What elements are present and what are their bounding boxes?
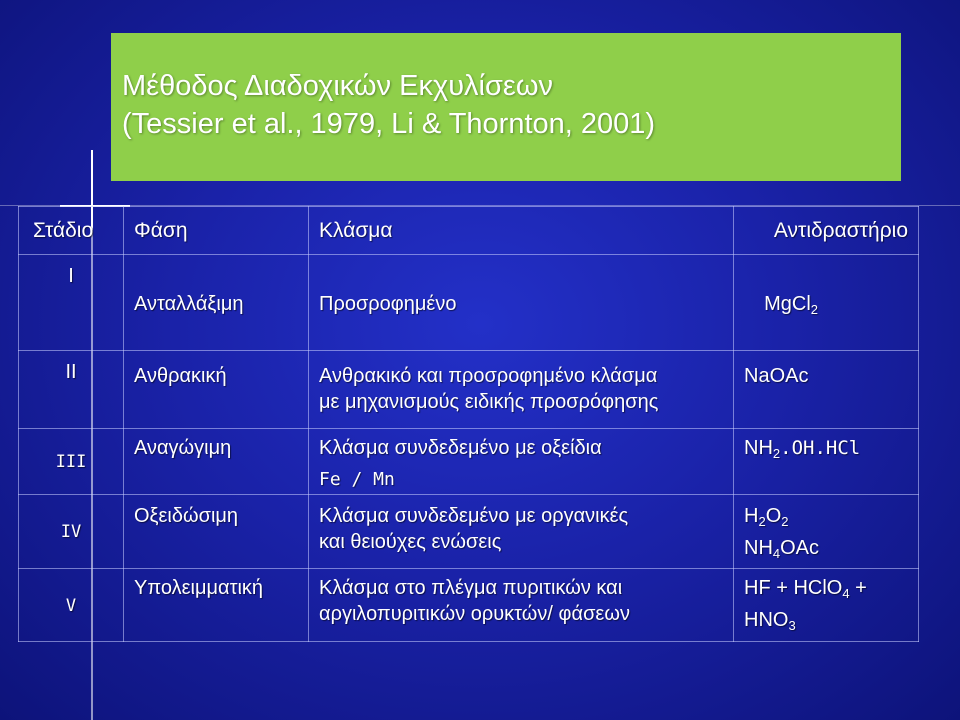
reagent-text: HF + HClO — [744, 577, 843, 599]
header-fraction: Κλάσμα — [309, 207, 734, 255]
stage-label: IV — [60, 522, 82, 542]
table-row — [19, 255, 919, 351]
fraction-line: με μηχανισμούς ειδικής προσρόφησης — [319, 391, 659, 413]
reagent-line — [744, 503, 918, 535]
reagent-text: H — [744, 505, 759, 527]
reagent-text: NaOAc — [744, 365, 809, 387]
reagent-text: .OH.HCl — [780, 437, 861, 459]
reagent-text: MgCl — [764, 293, 811, 315]
extraction-table — [18, 206, 919, 642]
reagent-sub: 2 — [772, 446, 781, 461]
fraction-cell — [309, 429, 734, 495]
phase-cell: Ανταλλάξιμη — [124, 255, 309, 351]
title-box — [111, 33, 901, 181]
reagent-sub: 4 — [842, 586, 850, 601]
table-row — [19, 429, 919, 495]
table-row — [19, 351, 919, 429]
stage-label: III — [55, 452, 87, 472]
table-row — [19, 569, 919, 642]
reagent-sub: 2 — [758, 514, 766, 529]
stage-cell: I — [19, 255, 124, 351]
reagent-text: OAc — [780, 537, 820, 559]
stage-cell — [19, 569, 124, 642]
phase-cell: Υπολειμματική — [124, 569, 309, 642]
reagent-line — [744, 575, 918, 607]
reagent-text: NH — [744, 537, 773, 559]
fraction-cell — [309, 255, 734, 351]
reagent-sub: 4 — [772, 546, 781, 561]
reagent-cell — [734, 429, 919, 495]
phase-cell: Οξειδώσιμη — [124, 495, 309, 569]
fraction-cell — [309, 495, 734, 569]
reagent-cell — [734, 495, 919, 569]
header-reagent: Αντιδραστήριο — [734, 207, 919, 255]
reagent-sub: 3 — [788, 618, 796, 633]
stage-cell: II — [19, 351, 124, 429]
stage-label: V — [65, 595, 77, 616]
reagent-cell — [734, 569, 919, 642]
reagent-line — [744, 607, 918, 639]
stage-cell — [19, 429, 124, 495]
reagent-text: + — [849, 577, 867, 599]
reagent-line — [744, 535, 918, 567]
title-line-1: Μέθοδος Διαδοχικών Εκχυλίσεων — [122, 70, 553, 102]
reagent-cell — [734, 351, 919, 429]
fraction-cell — [309, 569, 734, 642]
reagent-sub: 2 — [810, 302, 818, 317]
fraction-line: και θειούχες ενώσεις — [319, 531, 502, 553]
header-stage: Στάδιο — [19, 207, 124, 255]
table-header-row — [19, 207, 919, 255]
table-row — [19, 495, 919, 569]
fraction-line: Κλάσμα στο πλέγμα πυριτικών και — [319, 577, 623, 599]
phase-cell: Ανθρακική — [124, 351, 309, 429]
reagent-text: HNO — [744, 609, 789, 631]
fraction-line: Ανθρακικό και προσροφημένο κλάσμα — [319, 365, 658, 387]
header-phase: Φάση — [124, 207, 309, 255]
stage-cell — [19, 495, 124, 569]
fraction-line: αργιλοπυριτικών ορυκτών/ φάσεων — [319, 603, 630, 625]
fraction-line: Κλάσμα συνδεδεμένο με οργανικές — [319, 505, 629, 527]
fraction-cell — [309, 351, 734, 429]
fraction-line: Προσροφημένο — [319, 293, 457, 315]
reagent-text: O — [765, 505, 782, 527]
title-line-2: (Tessier et al., 1979, Li & Thornton, 2001) — [122, 108, 656, 140]
reagent-cell — [734, 255, 919, 351]
reagent-sub: 2 — [781, 514, 789, 529]
fraction-line: Fe / Mn — [319, 469, 395, 490]
phase-cell: Αναγώγιμη — [124, 429, 309, 495]
reagent-text: NH — [744, 437, 773, 459]
fraction-line: Κλάσμα συνδεδεμένο με οξείδια — [319, 437, 602, 459]
